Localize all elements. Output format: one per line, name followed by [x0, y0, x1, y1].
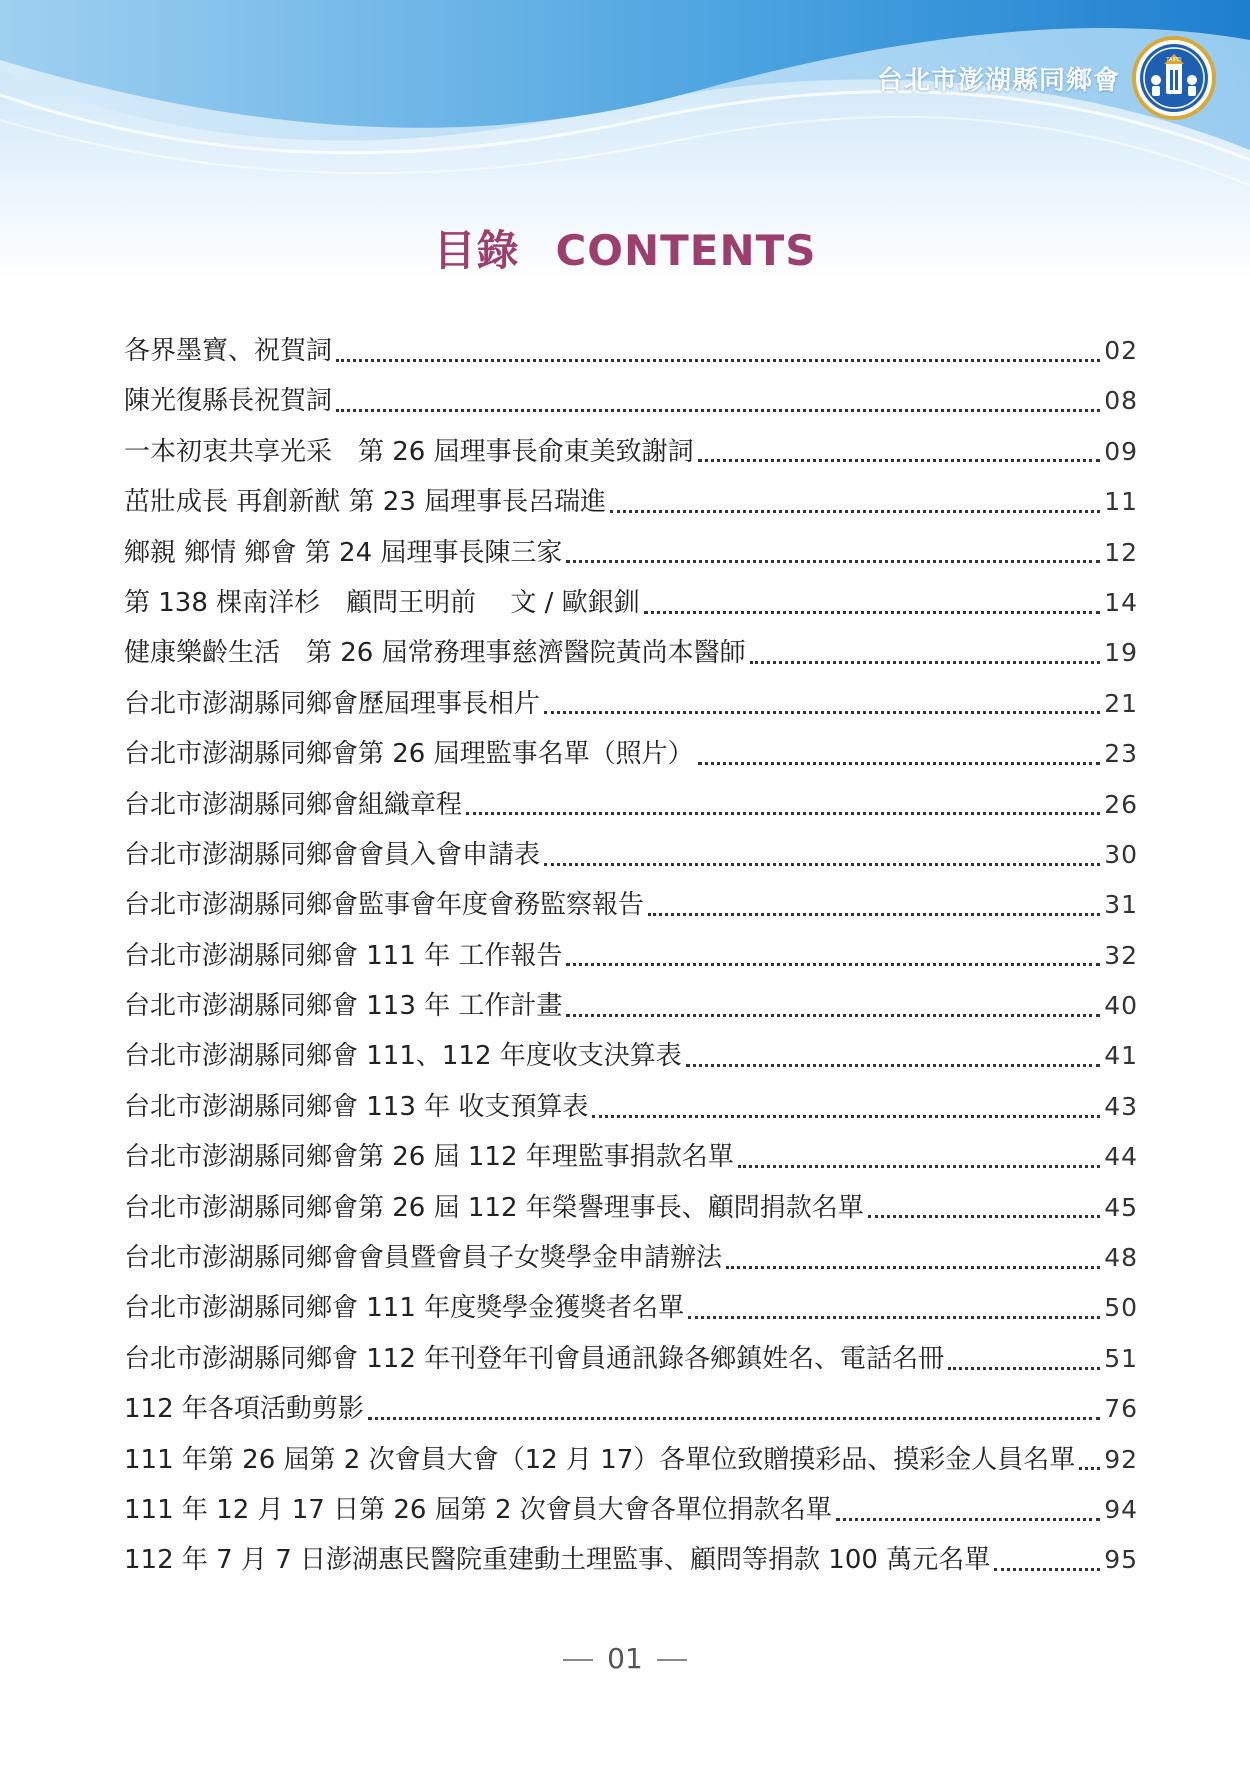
- toc-entry-page: 11: [1104, 487, 1138, 517]
- toc-entry-title: 各界墨寶、祝賀詞: [124, 336, 333, 366]
- toc-entry[interactable]: [124, 481, 1138, 531]
- toc-dot-leader: [592, 1089, 1100, 1118]
- toc-entry[interactable]: [124, 834, 1138, 884]
- toc-entry-title: 111 年 12 月 17 日第 26 屆第 2 次會員大會各單位捐款名單: [124, 1494, 832, 1525]
- toc-entry-title: 鄉親 鄉情 鄉會 第 24 屆理事長陳三家: [124, 537, 563, 568]
- page-number: [0, 1642, 1250, 1675]
- toc-entry-title: 台北市澎湖縣同鄉會會員暨會員子女獎學金申請辦法: [124, 1243, 723, 1274]
- toc-entry-title: 台北市澎湖縣同鄉會 111、112 年度收支決算表: [124, 1041, 682, 1072]
- toc-entry-title: 112 年各項活動剪影: [124, 1394, 364, 1425]
- toc-entry[interactable]: [124, 884, 1138, 934]
- toc-dot-leader: [610, 484, 1100, 513]
- toc-entry-page: 26: [1104, 789, 1138, 819]
- toc-entry[interactable]: [124, 1237, 1138, 1287]
- toc-entry[interactable]: [124, 985, 1138, 1035]
- toc-entry-title: 台北市澎湖縣同鄉會第 26 屆 112 年理監事捐款名單: [124, 1142, 734, 1173]
- toc-entry-page: 41: [1104, 1041, 1138, 1071]
- toc-entry-page: 76: [1104, 1394, 1138, 1424]
- toc-dot-leader: [644, 585, 1100, 614]
- toc-entry-page: 08: [1104, 386, 1138, 416]
- toc-entry[interactable]: [124, 1539, 1138, 1589]
- toc-entry[interactable]: [124, 532, 1138, 582]
- toc-dot-leader: [948, 1341, 1100, 1370]
- toc-entry[interactable]: [124, 935, 1138, 985]
- toc-entry-title: 台北市澎湖縣同鄉會第 26 屆 112 年榮譽理事長、顧問捐款名單: [124, 1192, 864, 1223]
- toc-dot-leader: [698, 736, 1101, 765]
- toc-dot-leader: [566, 534, 1100, 563]
- toc-entry[interactable]: [124, 1287, 1138, 1337]
- toc-entry-title: 茁壯成長 再創新猷 第 23 屆理事長呂瑞進: [124, 487, 607, 518]
- toc-entry-page: 43: [1104, 1091, 1138, 1121]
- toc-entry-title: 台北市澎湖縣同鄉會監事會年度會務監察報告: [124, 890, 645, 921]
- toc-entry-title: 台北市澎湖縣同鄉會第 26 屆理監事名單（照片）: [124, 739, 694, 770]
- toc-entry[interactable]: [124, 1489, 1138, 1539]
- toc-entry[interactable]: [124, 683, 1138, 733]
- toc-entry-title: 台北市澎湖縣同鄉會 111 年 工作報告: [124, 940, 563, 971]
- toc-entry-page: 31: [1104, 890, 1138, 920]
- toc-entry[interactable]: [124, 330, 1138, 380]
- page-number-dash-left: [563, 1659, 593, 1661]
- toc-entry-title: 健康樂齡生活 第 26 屆常務理事慈濟醫院黃尚本醫師: [124, 638, 746, 669]
- toc-dot-leader: [688, 1290, 1100, 1319]
- toc-entry-page: 30: [1104, 839, 1138, 869]
- organization-name: 台北市澎湖縣同鄉會: [876, 66, 1120, 96]
- toc-dot-leader: [466, 786, 1100, 815]
- toc-entry-title: 一本初衷共享光采 第 26 屆理事長俞東美致謝詞: [124, 436, 694, 467]
- toc-dot-leader: [566, 988, 1100, 1017]
- toc-entry-title: 台北市澎湖縣同鄉會組織章程: [124, 789, 463, 820]
- toc-entry-title: 陳光復縣長祝賀詞: [124, 386, 333, 417]
- toc-entry-title: 第 138 棵南洋杉 顧問王明前 文 / 歐銀釧: [124, 587, 640, 618]
- toc-dot-leader: [544, 685, 1100, 714]
- toc-entry[interactable]: [124, 1338, 1138, 1388]
- toc-entry-page: 92: [1104, 1444, 1138, 1474]
- toc-dot-leader: [566, 937, 1100, 966]
- toc-dot-leader: [336, 383, 1100, 412]
- toc-entry-page: 23: [1104, 739, 1138, 769]
- toc-entry[interactable]: [124, 431, 1138, 481]
- toc-entry-title: 台北市澎湖縣同鄉會 111 年度獎學金獲獎者名單: [124, 1293, 685, 1324]
- toc-entry-page: 12: [1104, 537, 1138, 567]
- toc-entry[interactable]: [124, 380, 1138, 430]
- toc-entry[interactable]: [124, 1388, 1138, 1438]
- logo-text: TAIPEI: [1166, 57, 1182, 63]
- toc-entry-page: 02: [1104, 336, 1138, 365]
- toc-entry-title: 台北市澎湖縣同鄉會歷屆理事長相片: [124, 688, 541, 719]
- toc-entry-title: 112 年 7 月 7 日澎湖惠民醫院重建動土理監事、顧問等捐款 100 萬元名單: [124, 1545, 991, 1576]
- toc-entry[interactable]: [124, 733, 1138, 783]
- table-of-contents: [124, 330, 1138, 1590]
- toc-entry-title: 台北市澎湖縣同鄉會 113 年 工作計畫: [124, 991, 563, 1022]
- toc-entry[interactable]: [124, 1136, 1138, 1186]
- page-title: [0, 218, 1250, 278]
- toc-entry-page: 44: [1104, 1142, 1138, 1172]
- toc-entry[interactable]: [124, 784, 1138, 834]
- page-number-value: 01: [607, 1642, 643, 1675]
- toc-dot-leader: [1079, 1441, 1100, 1470]
- toc-entry-page: 45: [1104, 1192, 1138, 1222]
- toc-entry[interactable]: [124, 1035, 1138, 1085]
- toc-dot-leader: [994, 1542, 1100, 1571]
- title-en: CONTENTS: [555, 226, 817, 275]
- toc-dot-leader: [336, 333, 1100, 362]
- toc-entry-title: 台北市澎湖縣同鄉會會員入會申請表: [124, 839, 541, 870]
- toc-entry[interactable]: [124, 582, 1138, 632]
- toc-entry-page: 40: [1104, 991, 1138, 1021]
- toc-entry-page: 51: [1104, 1343, 1138, 1373]
- toc-dot-leader: [698, 433, 1101, 462]
- toc-entry-page: 19: [1104, 638, 1138, 668]
- association-logo: [1132, 36, 1216, 120]
- toc-entry-page: 95: [1104, 1545, 1138, 1575]
- toc-entry[interactable]: [124, 1086, 1138, 1136]
- toc-entry-title: 111 年第 26 屆第 2 次會員大會（12 月 17）各單位致贈摸彩品、摸彩金人員名單: [124, 1444, 1076, 1475]
- toc-dot-leader: [368, 1391, 1100, 1420]
- toc-entry-page: 14: [1104, 587, 1138, 617]
- toc-entry-page: 32: [1104, 940, 1138, 970]
- toc-dot-leader: [738, 1139, 1100, 1168]
- title-zh: 目錄: [433, 226, 520, 275]
- toc-dot-leader: [648, 887, 1100, 916]
- toc-entry-page: 94: [1104, 1494, 1138, 1524]
- toc-dot-leader: [836, 1492, 1100, 1521]
- toc-dot-leader: [750, 635, 1101, 664]
- page-number-dash-right: [657, 1659, 687, 1661]
- toc-entry-page: 21: [1104, 688, 1138, 718]
- toc-entry[interactable]: [124, 632, 1138, 682]
- toc-entry[interactable]: [124, 1187, 1138, 1237]
- toc-entry[interactable]: [124, 1439, 1138, 1489]
- toc-dot-leader: [544, 837, 1100, 866]
- toc-entry-title: 台北市澎湖縣同鄉會 113 年 收支預算表: [124, 1091, 589, 1122]
- toc-entry-title: 台北市澎湖縣同鄉會 112 年刊登年刊會員通訊錄各鄉鎮姓名、電話名冊: [124, 1343, 945, 1374]
- toc-entry-page: 48: [1104, 1243, 1138, 1273]
- toc-dot-leader: [868, 1189, 1100, 1218]
- toc-entry-page: 50: [1104, 1293, 1138, 1323]
- toc-entry-page: 09: [1104, 436, 1138, 466]
- toc-dot-leader: [686, 1038, 1100, 1067]
- toc-dot-leader: [726, 1240, 1100, 1269]
